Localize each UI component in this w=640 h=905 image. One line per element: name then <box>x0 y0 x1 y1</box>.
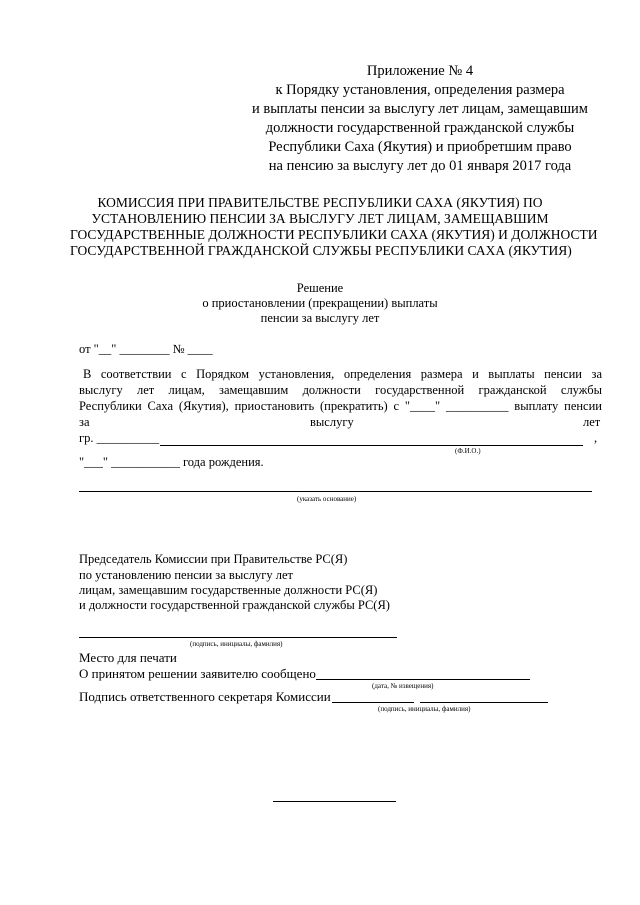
chairman-line: лицам, замещавшим государственные должности РС(Я) <box>79 583 378 597</box>
date-number-line: от "__" ________ № ____ <box>79 342 213 356</box>
chairman-line: по установлению пенсии за выслугу лет <box>79 568 294 582</box>
stamp-place: Место для печати <box>79 650 177 665</box>
chairman-signature-caption: (подпись, инициалы, фамилия) <box>190 640 283 648</box>
body-line-1: В соответствии с Порядком установления, определения размера и выплаты пенсии за <box>83 367 602 381</box>
body-word: выслугу <box>310 415 354 429</box>
fio-line <box>160 445 583 446</box>
decision-line: пенсии за выслугу лет <box>260 311 380 325</box>
notified-label: О принятом решении заявителю сообщено <box>79 666 316 681</box>
decision-title <box>170 281 470 326</box>
chairman-line: и должности государственной гражданской службы РС(Я) <box>79 598 390 612</box>
notified-caption: (дата, № извещения) <box>372 682 434 690</box>
basis-line <box>79 491 592 492</box>
body-word: за <box>79 415 90 429</box>
basis-caption: (указать основание) <box>297 495 357 503</box>
body-word: лет <box>583 415 601 429</box>
notified-line <box>316 679 530 680</box>
fio-caption: (Ф.И.О.) <box>455 447 481 455</box>
chairman-signature-line <box>79 637 397 638</box>
decision-line: о приостановлении (прекращении) выплаты <box>202 296 438 310</box>
bottom-separator <box>273 801 396 802</box>
secretary-caption: (подпись, инициалы, фамилия) <box>378 705 471 713</box>
chairman-line: Председатель Комиссии при Правительстве РС(Я) <box>79 552 348 566</box>
citizen-prefix: гр. __________ <box>79 431 160 445</box>
annex-line: Республики Саха (Якутия) и приобретшим право <box>268 139 572 155</box>
annex-header <box>230 62 610 176</box>
secretary-line-2 <box>420 702 548 703</box>
birth-line: "___" ___________ года рождения. <box>79 455 264 469</box>
body-line-3: Республики Саха (Якутия), приостановить (прекратить) с "____" __________ выплату пенсии <box>79 399 602 413</box>
annex-line: и выплаты пенсии за выслугу лет лицам, замещавшим <box>252 101 588 117</box>
annex-line: к Порядку установления, определения размера <box>275 82 565 98</box>
commission-line: ГОСУДАРСТВЕННЫЕ ДОЛЖНОСТИ РЕСПУБЛИКИ САХА (ЯКУТИЯ) И ДОЛЖНОСТИ <box>70 227 598 242</box>
body-line-2: выслугу лет лицам, замещавшим должности государственной гражданской службы <box>79 383 602 397</box>
decision-heading: Решение <box>296 281 344 295</box>
commission-line: ГОСУДАРСТВЕННОЙ ГРАЖДАНСКОЙ СЛУЖБЫ РЕСПУБЛИКИ САХА (ЯКУТИЯ) <box>70 243 572 258</box>
commission-title <box>70 195 598 259</box>
secretary-label: Подпись ответственного секретаря Комиссии <box>79 689 331 704</box>
citizen-suffix: , <box>594 431 598 445</box>
secretary-line-1 <box>332 702 414 703</box>
annex-line: должности государственной гражданской службы <box>265 120 575 136</box>
commission-line: УСТАНОВЛЕНИЮ ПЕНСИИ ЗА ВЫСЛУГУ ЛЕТ ЛИЦАМ, ЗАМЕЩАВШИМ <box>91 211 549 226</box>
annex-line: на пенсию за выслугу лет до 01 января 2017 года <box>268 158 572 174</box>
commission-line: КОМИССИЯ ПРИ ПРАВИТЕЛЬСТВЕ РЕСПУБЛИКИ САХА (ЯКУТИЯ) ПО <box>97 195 543 210</box>
annex-title: Приложение № 4 <box>366 63 474 79</box>
